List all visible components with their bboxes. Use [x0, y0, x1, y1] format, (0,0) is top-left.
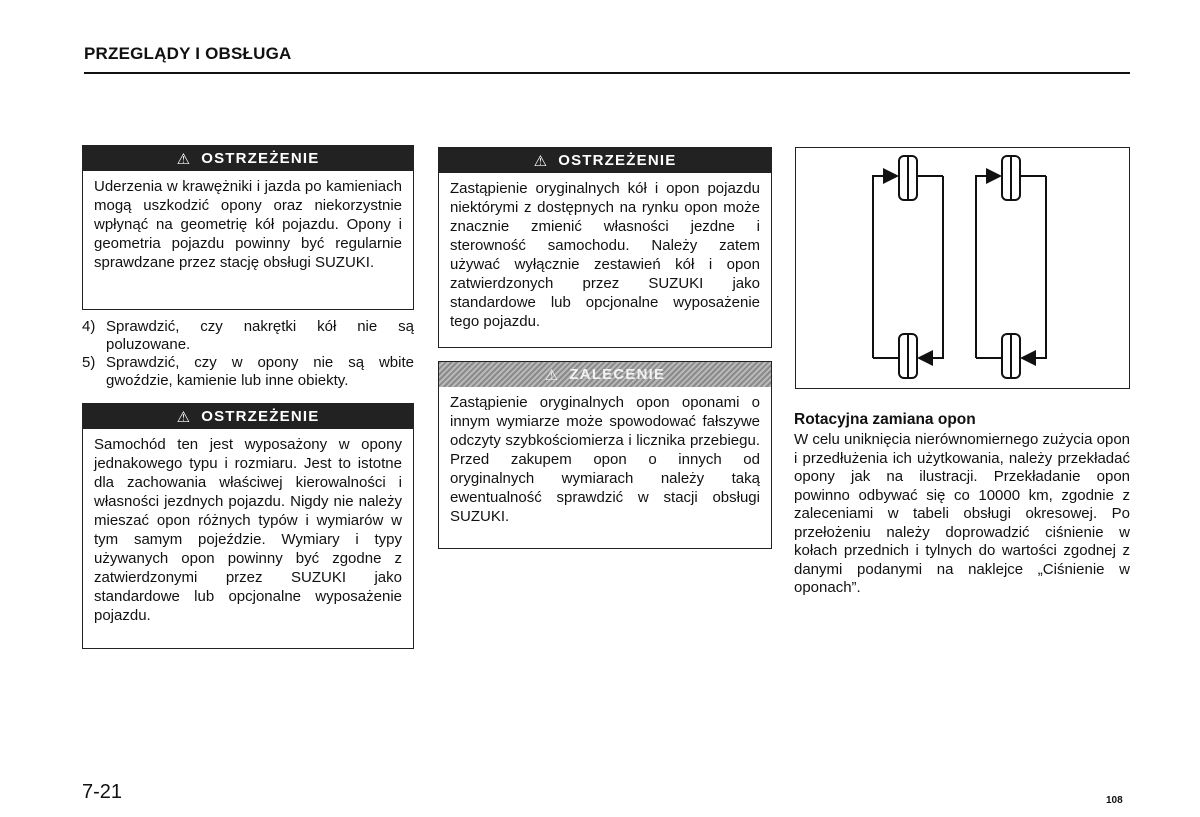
list-text: Sprawdzić, czy w opony nie są wbite gwoździe, kamienie lub inne obiekty.	[106, 354, 414, 389]
warning-triangle-icon: ⚠	[533, 152, 549, 170]
warning-box-tire-types	[82, 403, 414, 649]
rotation-arrow-rear	[919, 176, 943, 358]
header-rule	[84, 72, 1130, 74]
rotation-section-text: W celu uniknięcia nierównomiernego zużycia opon i przedłużenia ich użytkowania, należy przekładać opony jak na ilustracji. Przekładanie opon powinno odbywać się co 10000 km, zgodnie z zaleceniami w tabeli obsługi okresowej. Po przełożeniu należy doprowadzić ciśnienie w kołach przednich i tylnych do wartości zgodnej z danymi podanymi na naklejce „Ciśnienie w oponach”.	[794, 431, 1131, 596]
page-header-title: PRZEGLĄDY I OBSŁUGA	[84, 44, 292, 63]
recommendation-text: Zastąpienie oryginalnych opon oponami o innym wymiarze może spowodować fałszywe odczyty szybkościomierza i licznika przebiegu. Przed zakupem opon o innych od oryginalnych wymiarach należy taką ewentualność sprawdzić w stacji obsługi SUZUKI.	[450, 394, 760, 525]
warning-text: Zastąpienie oryginalnych kół i opon pojazdu niektórymi z dostępnych na rynku opon może znacznie zmienić własności jezdne i sterowność samochodu. Należy zatem używać wyłącznie zestawień kół i opon zatwierdzonych przez SUZUKI jako standardowe lub opcjonalne wyposażenie tego pojazdu.	[450, 180, 760, 330]
page-total-number: 108	[1106, 795, 1123, 806]
rotation-arrow-rear	[1022, 176, 1046, 358]
rotation-arrow-front	[976, 176, 1000, 358]
list-item	[82, 318, 414, 354]
recommendation-header	[439, 362, 771, 387]
list-item	[82, 354, 414, 390]
warning-header	[83, 146, 413, 171]
warning-box-curbs	[82, 145, 414, 310]
warning-header	[83, 404, 413, 429]
recommendation-title: ZALECENIE	[569, 366, 666, 383]
warning-box-wheel-replacement	[438, 147, 772, 348]
warning-text: Uderzenia w krawężniki i jazda po kamieniach mogą uszkodzić opony oraz niekorzystnie wpłynąć na geometrię kół pojazdu. Opony i geometria pojazdu powinny być regularnie sprawdzane przez stację obsługi SUZUKI.	[94, 178, 402, 271]
warning-text: Samochód ten jest wyposażony w opony jednakowego typu i rozmiaru. Jest to istotne dla zachowania właściwej kierowalności i własności jezdnych pojazdu. Nigdy nie należy mieszać opon różnych typów i wymiarów w tym samym pojeździe. Wymiary i typy używanych opon powinny być zgodne z zatwierdzonymi przez SUZUKI jako standardowe lub opcjonalne wyposażenie pojazdu.	[94, 436, 402, 624]
recommendation-box	[438, 361, 772, 549]
check-list	[82, 318, 414, 390]
list-text: Sprawdzić, czy nakrętki kół nie są poluzowane.	[106, 318, 414, 353]
warning-title: OSTRZEŻENIE	[201, 408, 320, 425]
warning-triangle-icon: ⚠	[544, 366, 560, 384]
rotation-arrow-front	[873, 176, 897, 358]
warning-title: OSTRZEŻENIE	[201, 150, 320, 167]
warning-triangle-icon: ⚠	[176, 408, 192, 426]
warning-triangle-icon: ⚠	[176, 150, 192, 168]
rotation-section-title: Rotacyjna zamiana opon	[794, 411, 976, 428]
warning-header	[439, 148, 771, 173]
warning-title: OSTRZEŻENIE	[558, 152, 677, 169]
tire-rotation-diagram	[795, 147, 1130, 389]
list-number: 4)	[82, 318, 96, 335]
tire-rotation-svg	[796, 148, 1131, 390]
list-number: 5)	[82, 354, 96, 371]
page-number: 7-21	[82, 781, 123, 803]
